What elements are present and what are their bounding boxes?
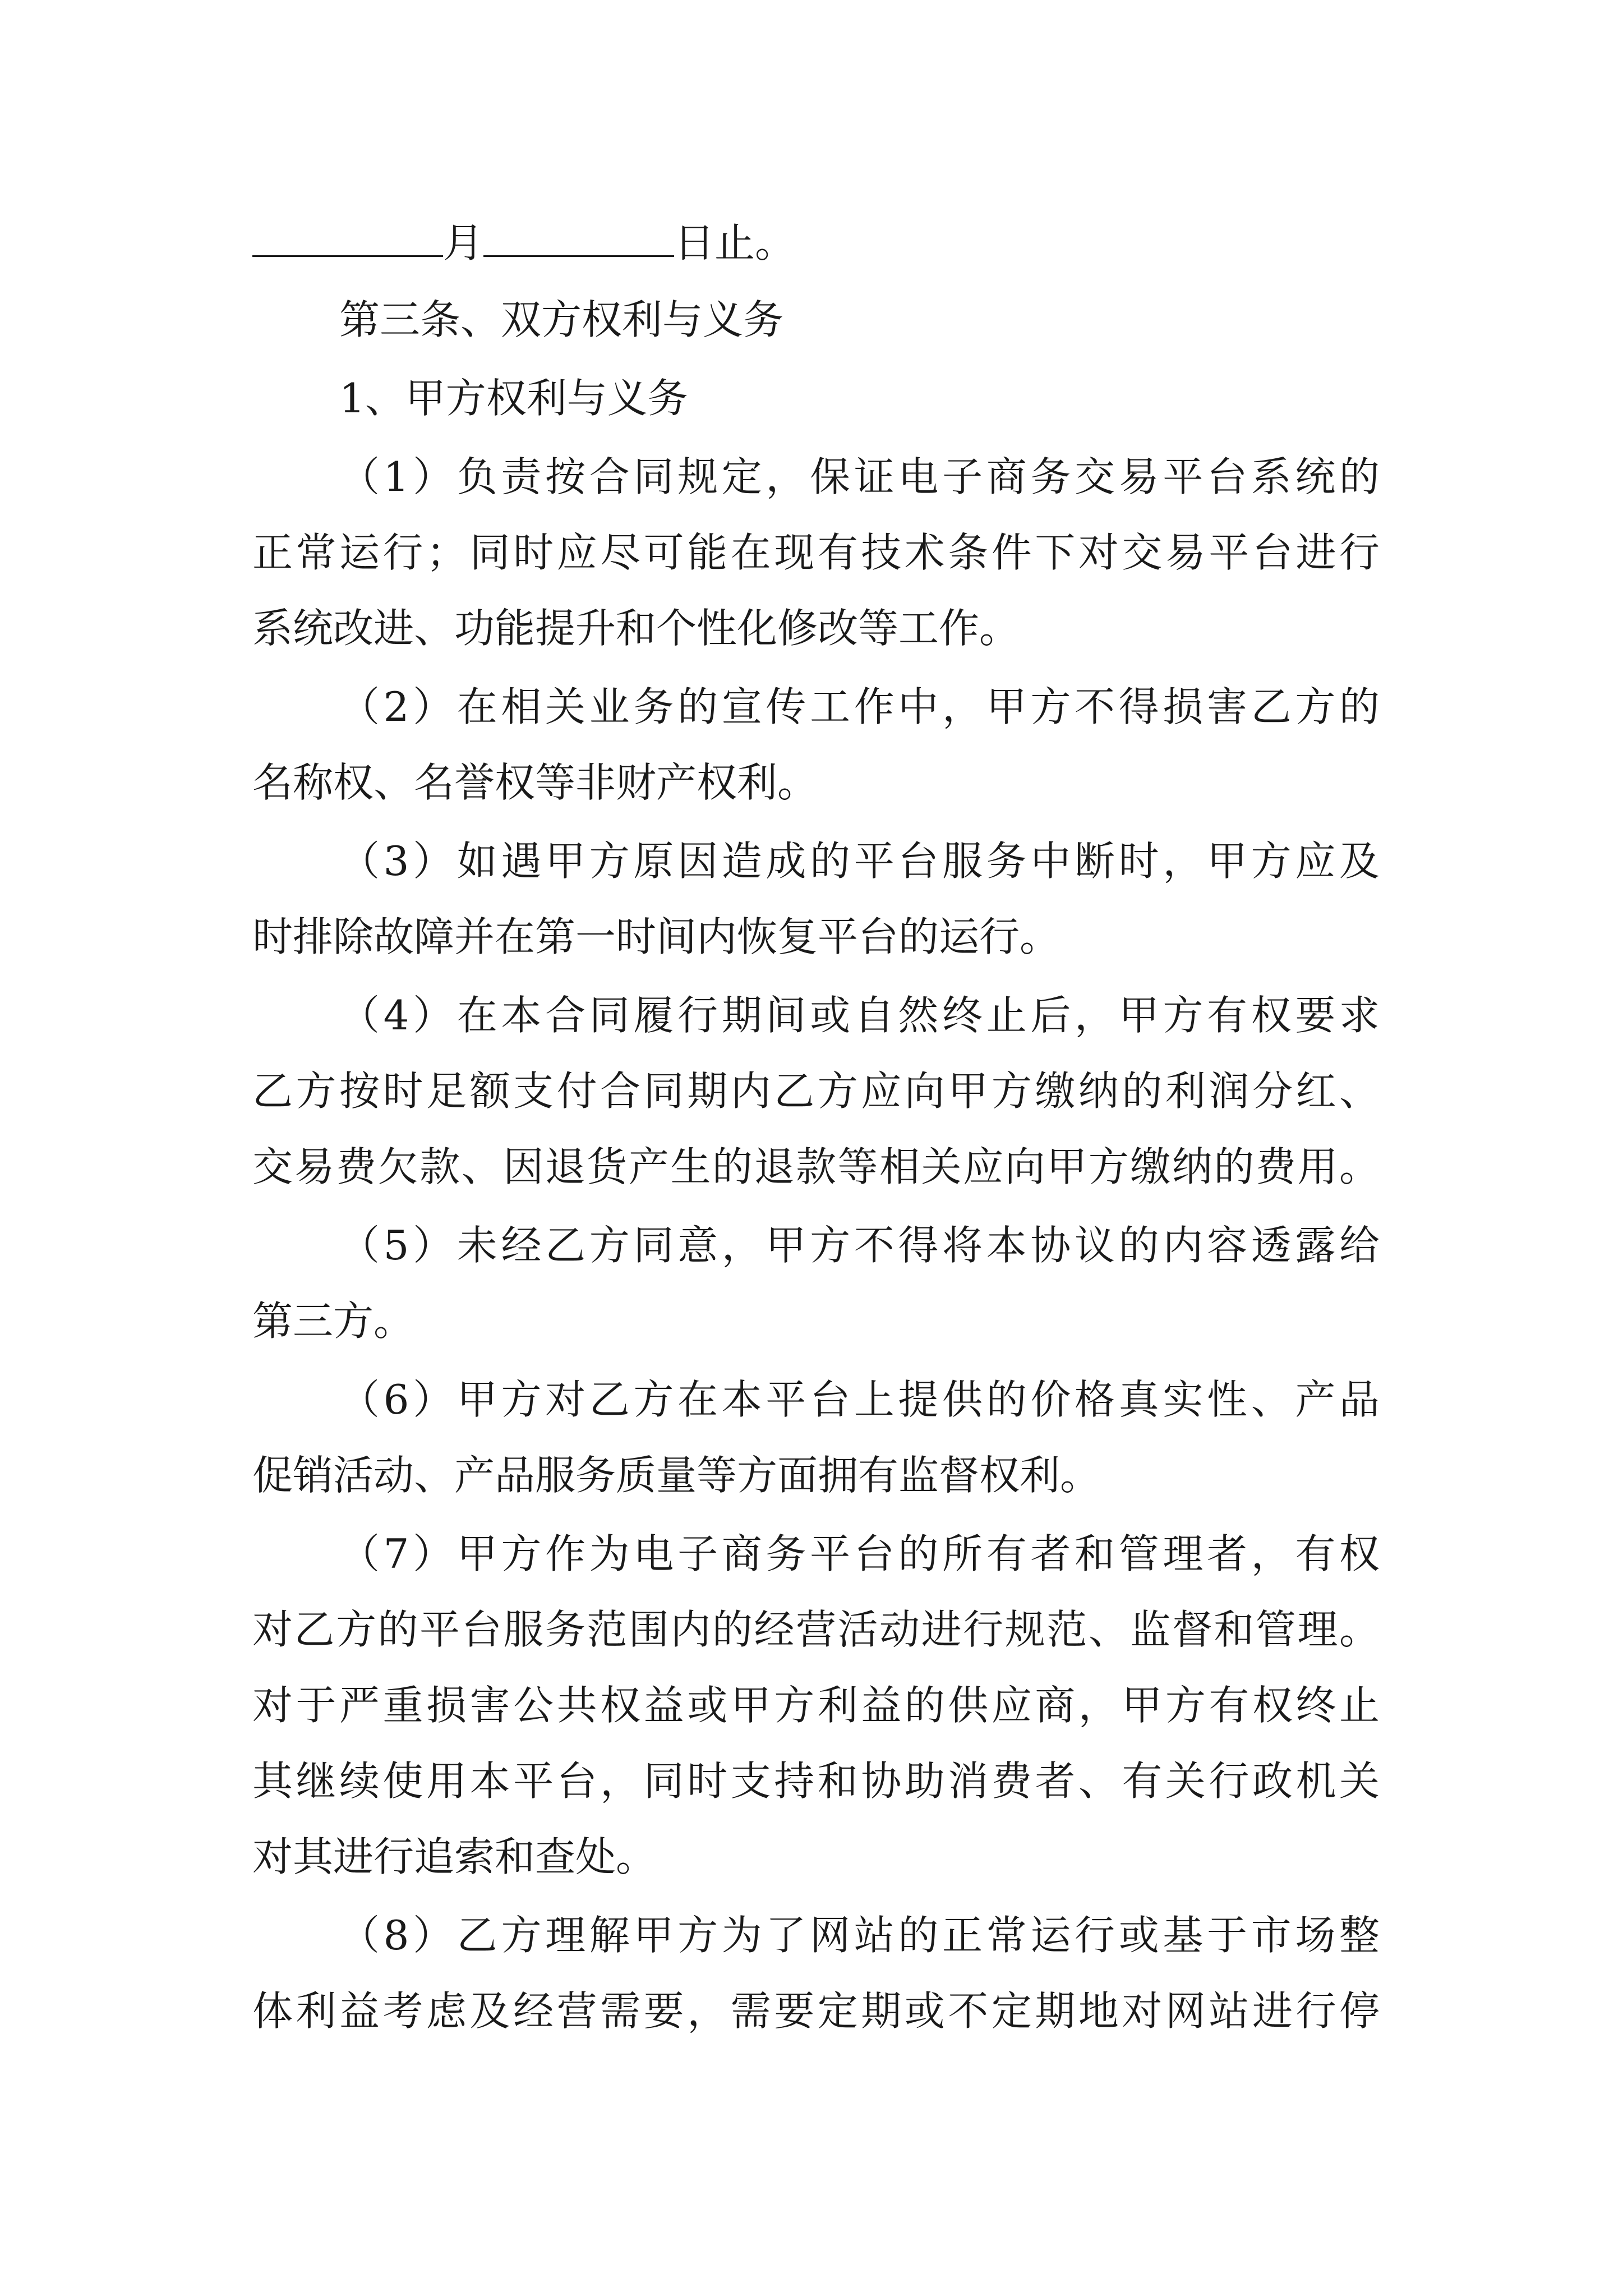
paragraph-line: 正常运行；同时应尽可能在现有技术条件下对交易平台进行 <box>252 529 1380 576</box>
day-blank <box>483 216 674 257</box>
paragraph-line: 体利益考虑及经营需要，需要定期或不定期地对网站进行停 <box>252 1987 1380 2035</box>
article-heading: 第三条、双方权利与义务 <box>339 296 784 343</box>
date-line <box>252 216 1380 266</box>
paragraph-line: 其继续使用本平台，同时支持和协助消费者、有关行政机关 <box>252 1757 1380 1805</box>
month-blank <box>252 216 443 257</box>
day-end-label: 日止。 <box>674 219 796 266</box>
paragraph-line: 交易费欠款、因退货产生的退款等相关应向甲方缴纳的费用。 <box>252 1143 1380 1190</box>
paragraph-line: （3）如遇甲方原因造成的平台服务中断时，甲方应及 <box>339 838 1380 885</box>
paragraph-line: 第三方。 <box>252 1297 414 1345</box>
paragraph-line: （6）甲方对乙方在本平台上提供的价格真实性、产品 <box>339 1376 1380 1423</box>
paragraph-line: （2）在相关业务的宣传工作中，甲方不得损害乙方的 <box>339 683 1380 730</box>
paragraph-line: 对于严重损害公共权益或甲方利益的供应商，甲方有权终止 <box>252 1682 1380 1729</box>
paragraph-line: （8）乙方理解甲方为了网站的正常运行或基于市场整 <box>339 1912 1380 1959</box>
paragraph-line: 促销活动、产品服务质量等方面拥有监督权利。 <box>252 1452 1101 1499</box>
paragraph-line: 对其进行追索和查处。 <box>252 1833 657 1880</box>
party-a-heading: 1、甲方权利与义务 <box>339 375 688 422</box>
paragraph-line: （4）在本合同履行期间或自然终止后，甲方有权要求 <box>339 992 1380 1039</box>
paragraph-line: （7）甲方作为电子商务平台的所有者和管理者，有权 <box>339 1530 1380 1577</box>
paragraph-line: 乙方按时足额支付合同期内乙方应向甲方缴纳的利润分红、 <box>252 1068 1380 1115</box>
paragraph-line: 对乙方的平台服务范围内的经营活动进行规范、监督和管理。 <box>252 1606 1380 1653</box>
paragraph-line: （5）未经乙方同意，甲方不得将本协议的内容透露给 <box>339 1222 1380 1269</box>
paragraph-line: 系统改进、功能提升和个性化修改等工作。 <box>252 605 1020 652</box>
paragraph-line: 名称权、名誉权等非财产权利。 <box>252 759 818 806</box>
month-label: 月 <box>443 219 484 266</box>
paragraph-line: （1）负责按合同规定，保证电子商务交易平台系统的 <box>339 453 1380 500</box>
paragraph-line: 时排除故障并在第一时间内恢复平台的运行。 <box>252 913 1061 960</box>
